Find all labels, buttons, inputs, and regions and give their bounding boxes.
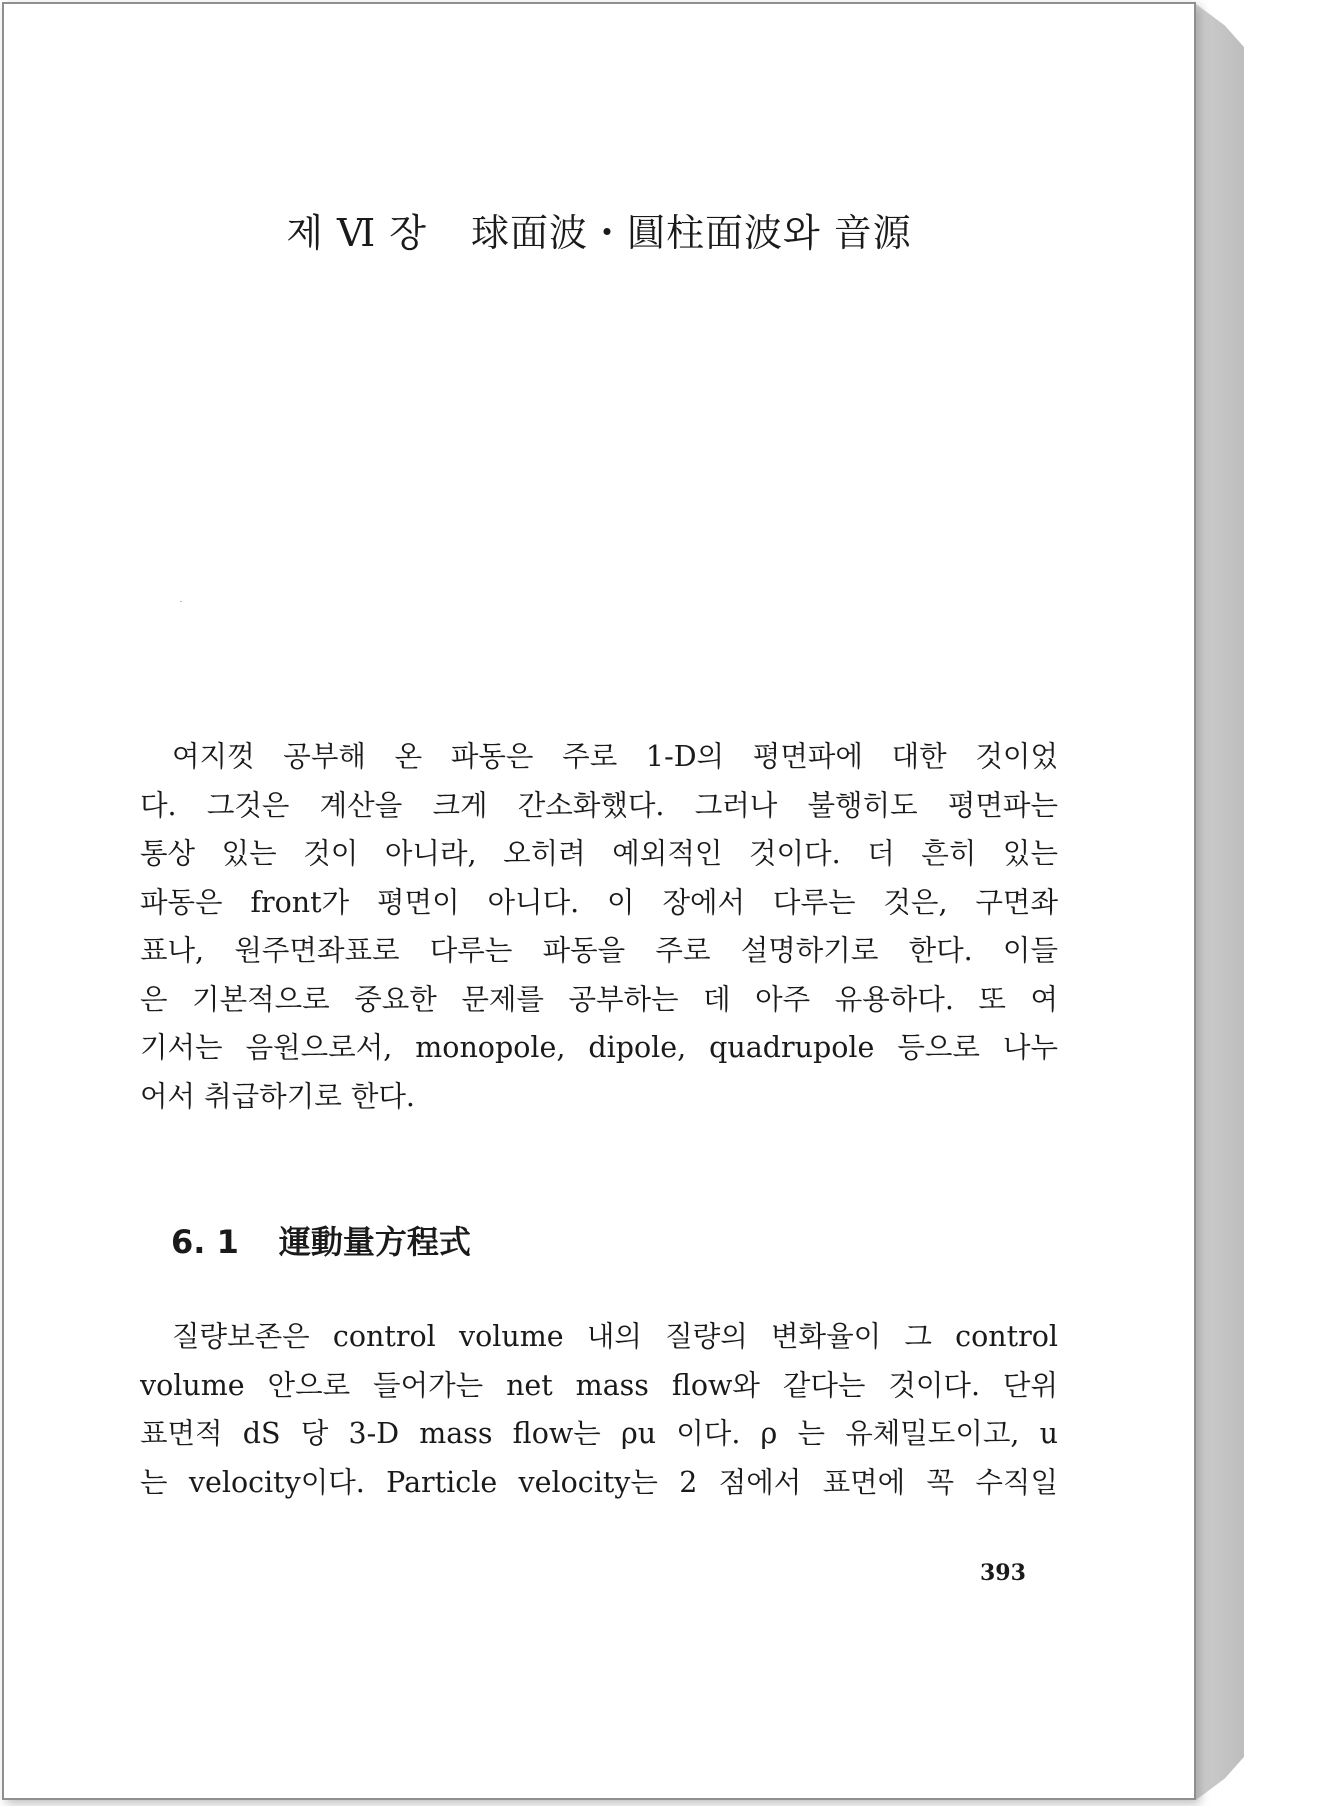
intro-paragraph <box>140 733 1058 1121</box>
intro-line: 파동은 front가 평면이 아니다. 이 장에서 다루는 것은, 구면좌 <box>140 885 1058 919</box>
intro-line: 어서 취급하기로 한다. <box>140 1079 415 1113</box>
intro-line: 여지껏 공부해 온 파동은 주로 1-D의 평면파에 대한 것이었 <box>172 740 1058 773</box>
page-number: 393 <box>980 1560 1026 1586</box>
section-heading <box>171 1217 471 1263</box>
intro-line: 다. 그것은 계산을 크게 간소화했다. 그러나 불행히도 평면파는 <box>140 788 1058 822</box>
intro-line: 표나, 원주면좌표로 다루는 파동을 주로 설명하기로 한다. 이들 <box>140 934 1058 967</box>
chapter-name: 球面波・圓柱面波와 音源 <box>471 211 912 255</box>
intro-line: 통상 있는 것이 아니라, 오히려 예외적인 것이다. 더 흔히 있는 <box>140 837 1058 870</box>
scan-speck <box>180 601 182 602</box>
chapter-number: 제 Ⅵ 장 <box>286 211 427 255</box>
section-line: 표면적 dS 당 3-D mass flow는 ρu 이다. ρ 는 유체밀도이고, u <box>140 1417 1058 1450</box>
section-number: 6. 1 <box>171 1223 239 1261</box>
intro-line: 기서는 음원으로서, monopole, dipole, quadrupole 등으로 나누 <box>140 1031 1058 1064</box>
chapter-title <box>4 202 1194 257</box>
section-title: 運動量方程式 <box>278 1223 471 1261</box>
intro-line: 은 기본적으로 중요한 문제를 공부하는 데 아주 유용하다. 또 여 <box>140 982 1058 1016</box>
section-line: 는 velocity이다. Particle velocity는 2 점에서 표면에 꼭 수직일 <box>140 1465 1058 1499</box>
section-paragraph <box>140 1313 1058 1507</box>
section-line: 질량보존은 control volume 내의 질량의 변화율이 그 control <box>172 1320 1058 1353</box>
book-spine <box>1196 4 1244 1800</box>
section-line: volume 안으로 들어가는 net mass flow와 같다는 것이다. 단위 <box>140 1368 1058 1402</box>
book-page <box>2 2 1196 1800</box>
